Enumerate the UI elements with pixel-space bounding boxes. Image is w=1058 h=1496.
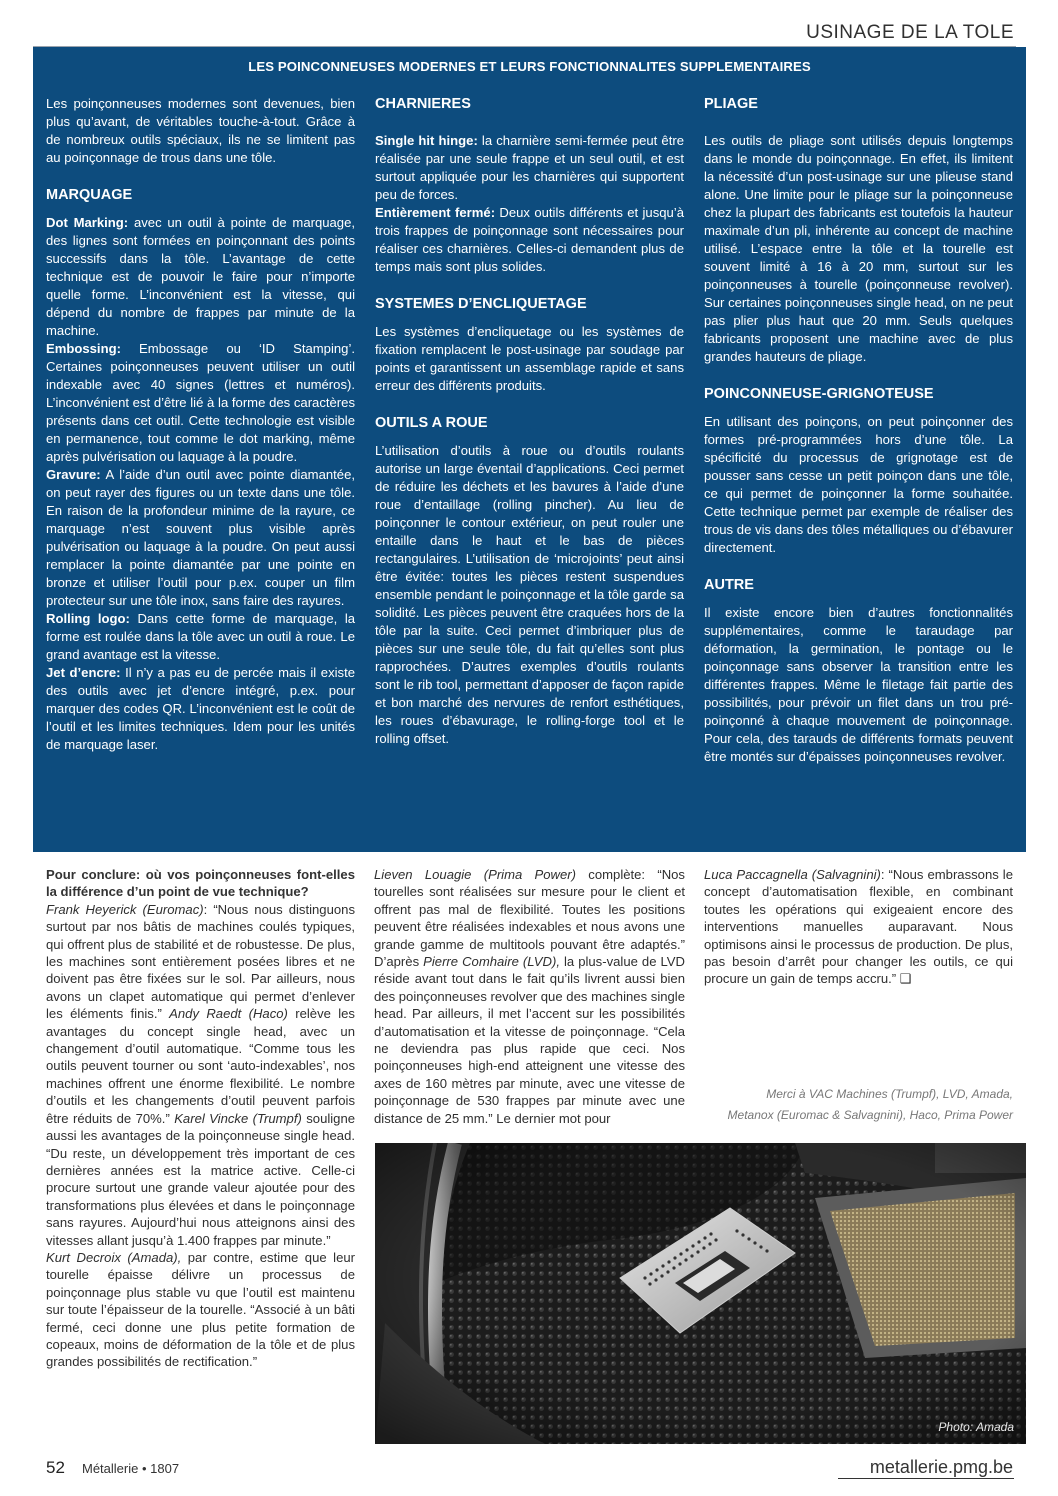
paragraph-autre: Il existe encore bien d’autres fonctionnalités supplémentaires, comme le taraudage par déformation, la germination, le pontage ou le poinçonnage sans observer la transition entre les différentes frappes. Même le filetage fait partie des possibilités, pour prévoir un filet dans un trou pré-poinçonné à chaque mouvement de poinçonnage. Pour cela, des tarauds de différents formats peuvent être montés sur d’épaisses poinçonneuses revolver. (704, 605, 1013, 764)
heading-outils-roue: OUTILS A ROUE (375, 415, 488, 431)
intro-paragraph: Les poinçonneuses modernes sont devenues, bien plus qu’avant, de véritables touche-à-tout. Grâce à de nombreux outils spéciaux, ils ne se limitent pas au poinçonnage de trous dans une tôle. (46, 96, 355, 165)
paragraph-jet-encre: Jet d’encre: Il n’y a pas eu de percée mais il existe des outils avec jet d’encre intégré, p.ex. pour marquer des codes QR. L’inconvénient est le coût de l’outil et les limites techniques. Idem pour les unités de marquage laser. (46, 665, 356, 752)
feature-box (33, 47, 1026, 852)
paragraph-outils-roue: L’utilisation d’outils à roue ou d’outils roulants autorise un large éventail d’applications. Ceci permet de réduire les déchets et les bavures à l’aide d’une roue d’entaillage (rolling pincher). Au lieu de poinçonner le contour extérieur, on peut rouler une entaille dans le haut et le bas de pièces rectangulaires. L’utilisation de ‘microjoints’ peut ainsi être évitée: toutes les pièces restent suspendues ensemble pendant le poinçonnage et la tôle garde sa solidité. Les pièces peuvent être craquées hors de la tôle par la suite. Ceci permet d’imbriquer plus de pièces sur une seule tôle, du fait qu’elles sont plus rapprochées. D’autres exemples d’outils roulants sont le rib tool, permettant d’apposer de façon rapide et bon marché des nervures de renfort esthétiques, les roues d’ébavurage, le rolling-forge tool et le rolling offset. (375, 443, 684, 746)
paragraph-single-hit: Single hit hinge: la charnière semi-fermée peut être réalisée par une seule frappe et un seul outil, et est surtout appliquée pour les charnières qui supportent peu de forces. (375, 133, 684, 202)
paragraph-entierement-ferme: Entièrement fermé: Deux outils différents et jusqu’à trois frappes de poinçonnage sont nécessaires pour réaliser ces charnières. Celles-ci demandent plus de temps mais sont plus solides. (375, 205, 685, 274)
photo-credit: Photo: Amada (938, 1420, 1014, 1434)
heading-grignoteuse: POINCONNEUSE-GRIGNOTEUSE (704, 386, 934, 402)
heading-marquage: MARQUAGE (46, 187, 133, 203)
article-text-3: Lieven Louagie (Prima Power) complète: “Nos tourelles sont réalisées sur mesure pour le client et offrent pas mal de flexibilité. Toutes les positions peuvent être réalisées indexables et nous avons une grande gamme de multitools pouvant être adaptés.” D’après Pierre Comhaire (LVD), la plus-value de LVD réside avant tout dans le fait qu’ils livrent aussi bien des poinçonneuses revolver que des machines single head. Par ailleurs, il met l’accent sur les possibilités d’automatisation et la vitesse de poinçonnage. “Cela ne deviendra pas plus rapide que ceci. Nos poinçonneuses high-end atteignent une vitesse des axes de 160 mètres par minute, avec une vitesse de poinçonnage de 530 frappes par minute avec une distance de 25 mm.” Le dernier mot pour (374, 867, 685, 1126)
section-tag: USINAGE DE LA TOLE (806, 22, 1014, 43)
page-number: 52 (46, 1458, 65, 1477)
article-question: Pour conclure: où vos poinçonneuses font-elles la différence d’un point de vue technique? (46, 867, 355, 900)
article-text-1: Frank Heyerick (Euromac): “Nous nous distinguons surtout par nos bâtis de machines coulés typiques, qui offrent plus de stabilité et de robustesse. De plus, les machines sont entièrement posées libres et ne doivent pas être fixées sur le sol. Par ailleurs, nous avons un clapet automatique qui permet d’enlever les éléments finis.” Andy Raedt (Haco) relève les avantages du concept single head, avec un changement d’outil automatique. “Comme tous les outils peuvent tourner ou sont ‘auto-indexables’, nos machines offrent une énorme flexibilité. Le nombre d’outils et les changements d’outil peuvent parfois être réduits de 70%.” Karel Vincke (Trumpf) souligne aussi les avantages de la poinçonneuse single head. “Du reste, un développement très important de ces dernières années est la matrice active. Celle-ci procure surtout une grande valeur ajoutée pour des transformations plus élevées et dans le poinçonnage sans rayures. Aujourd’hui nous atteignons ainsi des vitesses allant jusqu’à 1.400 frappes par minute.” (46, 901, 356, 1248)
paragraph-grignoteuse: En utilisant des poinçons, on peut poinçonner des formes pré-programmées hors d’une tôle. La spécificité du processus de grignotage est de pousser sans cesse un petit poinçon dans une tôle, ce qui permet de poinçonner la forme souhaitée. Cette technique permet par exemple de réaliser des trous de vis dans des tôles métalliques ou d’ébavurer directement. (704, 414, 1013, 555)
machine-photo-illustration (375, 1143, 1026, 1444)
article-text-4: Luca Paccagnella (Salvagnini): “Nous embrassons le concept d’automatisation flexible, en combinant toutes les opérations qui exigeaient encore des interventions manuelles auparavant. Nous optimisons ainsi le processus de production. De plus, pas besoin d’arrêt pour changer les outils, ce qui procure un gain de temps accru.” ❑ (704, 867, 1013, 987)
box-title: LES POINCONNEUSES MODERNES ET LEURS FONCTIONNALITES SUPPLEMENTAIRES (248, 59, 811, 74)
paragraph-embossing: Embossing: Embossage ou ‘ID Stamping’. Certaines poinçonneuses peuvent utiliser un outil indexable avec 40 signes (lettres et numéros). L’inconvénient est d’être lié à la forme des caractères présents dans cet outil. Cette technologie est visible en permanence, tout comme le dot marking, même après pulvérisation ou laquage à la poudre. (46, 341, 355, 464)
credits-line-2: Metanox (Euromac & Salvagnini), Haco, Prima Power (727, 1108, 1013, 1122)
box-column-2 (375, 95, 684, 748)
credits-line-1: Merci à VAC Machines (Trumpf), LVD, Amada, (766, 1087, 1013, 1101)
article-text-2: Kurt Decroix (Amada), par contre, estime que leur tourelle épaisse délivre un processus de poinçonnage plus stable vu que l’outil est maintenu sur toute l’épaisseur de la tourelle. “Associé à un bâti fermé, ceci donne une plus petite formation de copeaux, moins de déformation de la tôle et de plus grandes possibilités de rectification.” (46, 1249, 355, 1370)
box-column-3 (704, 95, 1013, 766)
magazine-issue: Métallerie • 1807 (82, 1461, 180, 1476)
article-column-1 (46, 866, 355, 1371)
heading-encliquetage: SYSTEMES D’ENCLIQUETAGE (375, 296, 587, 312)
heading-charnieres: CHARNIERES (375, 96, 471, 112)
credits (704, 1084, 1013, 1126)
paragraph-dot-marking: Dot Marking: avec un outil à pointe de marquage, des lignes sont formées en poinçonnant des points successifs dans la tôle. L’avantage de cette technique est de pouvoir le faire pour n’importe quelle forme. L’inconvénient est la vitesse, qui dépend du nombre de frappes par minute de la machine. (46, 215, 356, 338)
paragraph-gravure: Gravure: A l’aide d’un outil avec pointe diamantée, on peut rayer des figures ou un texte dans une tôle. En raison de la profondeur minime de la rayure, ce marquage n’est souvent plus visible après pulvérisation ou laquage à la poudre. On peut aussi remplacer la pointe diamantée par une pointe en bronze et utiliser l’outil pour p.ex. couper un film protecteur sur une tôle inox, sans faire des rayures. (46, 467, 355, 608)
article-column-2 (374, 866, 685, 1127)
machine-photo (375, 1143, 1026, 1444)
paragraph-encliquetage: Les systèmes d’encliquetage ou les systèmes de fixation remplacent le post-usinage par soudage par points et garantissent un assemblage rapide et sans erreur des différents produits. (375, 324, 684, 393)
website-link[interactable]: metallerie.pmg.be (869, 1457, 1013, 1477)
box-column-1 (46, 95, 355, 754)
paragraph-rolling-logo: Rolling logo: Dans cette forme de marquage, la forme est roulée dans la tôle avec un outil à roue. Le grand avantage est la vitesse. (46, 611, 356, 662)
heading-pliage: PLIAGE (704, 96, 758, 112)
paragraph-pliage: Les outils de pliage sont utilisés depuis longtemps dans le monde du poinçonnage. En effet, ils limitent la nécessité d’un post-usinage sur une plieuse stand alone. Une limite pour le pliage sur la poinçonneuse chez la plupart des fabricants est toutefois la hauteur maximale d’un pli, inhérente au concept de machine utilisé. L’espace entre la tôle et la tourelle est souvent limité à 16 à 20 mm, surtout sur les poinçonneuses à tourelle (poinçonneuse revolver). Sur certaines poinçonneuses single head, on ne peut pas plier plus haut que 20 mm. Seuls quelques fabricants proposent une machine avec de plus grandes hauteurs de pliage. (704, 133, 1013, 364)
article-column-3 (704, 866, 1013, 988)
website-underline (838, 1478, 1014, 1479)
heading-autre: AUTRE (704, 577, 754, 593)
